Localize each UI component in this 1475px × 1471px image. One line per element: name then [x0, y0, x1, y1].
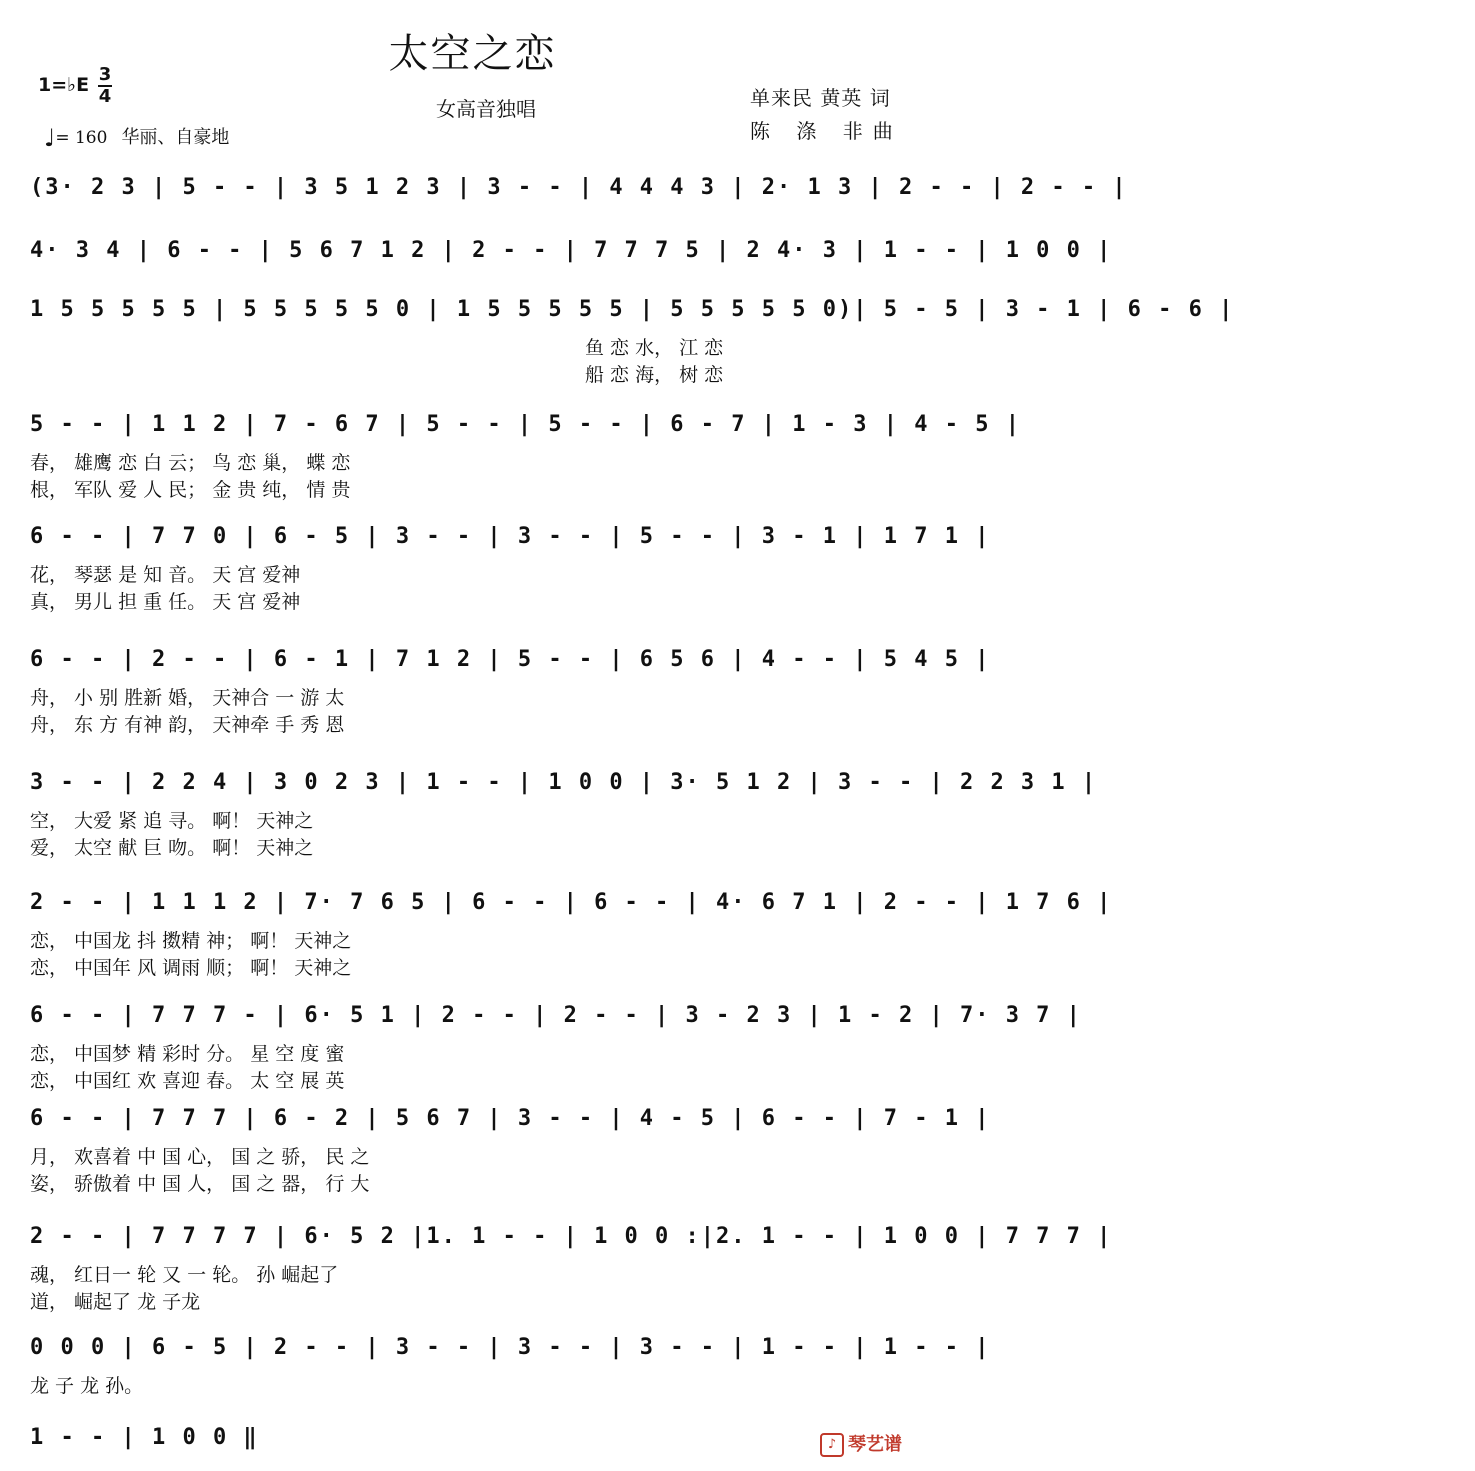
score-system-5 — [30, 524, 991, 613]
notes-line: 1 5 5 5 5 5 | 5 5 5 5 5 0 | 1 5 5 5 5 5 | 5 5 5 5 5 0)| 5 - 5 | 3 - 1 | 6 - 6 | — [30, 297, 1235, 322]
lyrics-verse-2: 道， 崛起了 龙 子龙 — [30, 1291, 201, 1313]
lyrics-verse-2: 真， 男儿 担 重 任。 天 宫 爱神 — [30, 591, 301, 613]
tempo-mood: 华丽、自豪地 — [121, 127, 230, 148]
notes-line: 4· 3 4 | 6 - - | 5 6 7 1 2 | 2 - - | 7 7 7 5 | 2 4· 3 | 1 - - | 1 0 0 | — [30, 238, 1113, 263]
lyrics-verse-1: 鱼 恋 水， 江 恋 — [585, 337, 724, 359]
score-system-8 — [30, 890, 1113, 979]
time-sig-top: 3 — [98, 64, 112, 85]
lyrics-verse-2: 恋， 中国红 欢 喜迎 春。 太 空 展 英 — [30, 1070, 345, 1092]
score-system-11 — [30, 1224, 1113, 1313]
notes-line: 3 - - | 2 2 4 | 3 0 2 3 | 1 - - | 1 0 0 | 3· 5 1 2 | 3 - - | 2 2 3 1 | — [30, 770, 1098, 795]
notes-line: 1 - - | 1 0 0 ‖ — [30, 1425, 259, 1450]
piano-logo-icon: ♪ — [820, 1433, 844, 1457]
notes-line: 6 - - | 7 7 7 - | 6· 5 1 | 2 - - | 2 - - | 3 - 2 3 | 1 - 2 | 7· 3 7 | — [30, 1003, 1082, 1028]
lyrics-verse-2: 姿， 骄傲着 中 国 人， 国 之 器， 行 大 — [30, 1173, 370, 1195]
notes-line: 6 - - | 7 7 0 | 6 - 5 | 3 - - | 3 - - | 5 - - | 3 - 1 | 1 7 1 | — [30, 524, 991, 549]
lyrics-verse-2: 爱， 太空 献 巨 吻。 啊！ 天神之 — [30, 837, 314, 859]
time-sig-bottom: 4 — [98, 86, 112, 107]
lyrics-verse-1: 空， 大爱 紧 追 寻。 啊！ 天神之 — [30, 810, 314, 832]
lyricist-credit: 单来民 黄英 词 — [750, 86, 891, 110]
notes-line: 5 - - | 1 1 2 | 7 - 6 7 | 5 - - | 5 - - | 6 - 7 | 1 - 3 | 4 - 5 | — [30, 412, 1021, 437]
score-system-10 — [30, 1106, 991, 1195]
lyrics-verse-1: 花， 琴瑟 是 知 音。 天 宫 爱神 — [30, 564, 301, 586]
tempo-bpm: = 160 — [55, 128, 108, 148]
score-system-9 — [30, 1003, 1082, 1092]
lyrics-verse-1: 魂， 红日一 轮 又 一 轮。 孙 崛起了 — [30, 1264, 339, 1286]
lyrics-verse-2: 舟， 东 方 有神 韵， 天神牵 手 秀 恩 — [30, 714, 345, 736]
tempo-marking — [44, 123, 229, 152]
score-system-4 — [30, 412, 1021, 501]
notes-line: 6 - - | 2 - - | 6 - 1 | 7 1 2 | 5 - - | 6 5 6 | 4 - - | 5 4 5 | — [30, 647, 991, 672]
notes-line: 2 - - | 1 1 1 2 | 7· 7 6 5 | 6 - - | 6 - - | 4· 6 7 1 | 2 - - | 1 7 6 | — [30, 890, 1113, 915]
notes-line: (3· 2 3 | 5 - - | 3 5 1 2 3 | 3 - - | 4 4 4 3 | 2· 1 3 | 2 - - | 2 - - | — [30, 175, 1128, 200]
notes-line: 6 - - | 7 7 7 | 6 - 2 | 5 6 7 | 3 - - | 4 - 5 | 6 - - | 7 - 1 | — [30, 1106, 991, 1131]
score-system-13 — [30, 1425, 920, 1450]
notes-line: 2 - - | 7 7 7 7 | 6· 5 2 |1. 1 - - | 1 0 0 :|2. 1 - - | 1 0 0 | 7 7 7 | — [30, 1224, 1113, 1249]
time-signature — [98, 66, 112, 106]
lyrics-verse-2: 恋， 中国年 风 调雨 顺； 啊！ 天神之 — [30, 957, 352, 979]
lyrics-verse-1: 恋， 中国龙 抖 擞精 神； 啊！ 天神之 — [30, 930, 352, 952]
lyrics-verse-1: 月， 欢喜着 中 国 心， 国 之 骄， 民 之 — [30, 1146, 370, 1168]
score-system-1 — [30, 175, 1128, 200]
composer-credit: 陈 涤 非曲 — [750, 119, 903, 143]
key-signature: 1=♭E — [38, 74, 90, 96]
score-system-7 — [30, 770, 1098, 859]
quarter-note-icon: ♩ — [44, 124, 56, 152]
score-system-6 — [30, 647, 991, 736]
lyrics-verse-1: 恋， 中国梦 精 彩时 分。 星 空 度 蜜 — [30, 1043, 345, 1065]
score-system-12 — [30, 1335, 991, 1397]
lyrics-verse-2: 船 恋 海， 树 恋 — [585, 364, 724, 386]
watermark-text: 琴艺谱 — [848, 1434, 902, 1455]
score-system-2 — [30, 238, 1113, 263]
song-title: 太空之恋 — [388, 31, 557, 77]
performance-type: 女高音独唱 — [436, 97, 536, 121]
notes-line: 0 0 0 | 6 - 5 | 2 - - | 3 - - | 3 - - | 3 - - | 1 - - | 1 - - | — [30, 1335, 991, 1360]
site-watermark — [820, 1430, 902, 1457]
lyrics-verse-1: 春， 雄鹰 恋 白 云； 鸟 恋 巢， 蝶 恋 — [30, 452, 351, 474]
lyrics-verse-2: 根， 军队 爱 人 民； 金 贵 纯， 情 贵 — [30, 479, 351, 501]
score-system-3 — [30, 297, 1235, 386]
lyrics-verse-1: 龙 子 龙 孙。 — [30, 1375, 144, 1397]
lyrics-verse-1: 舟， 小 别 胜新 婚， 天神合 一 游 太 — [30, 687, 345, 709]
